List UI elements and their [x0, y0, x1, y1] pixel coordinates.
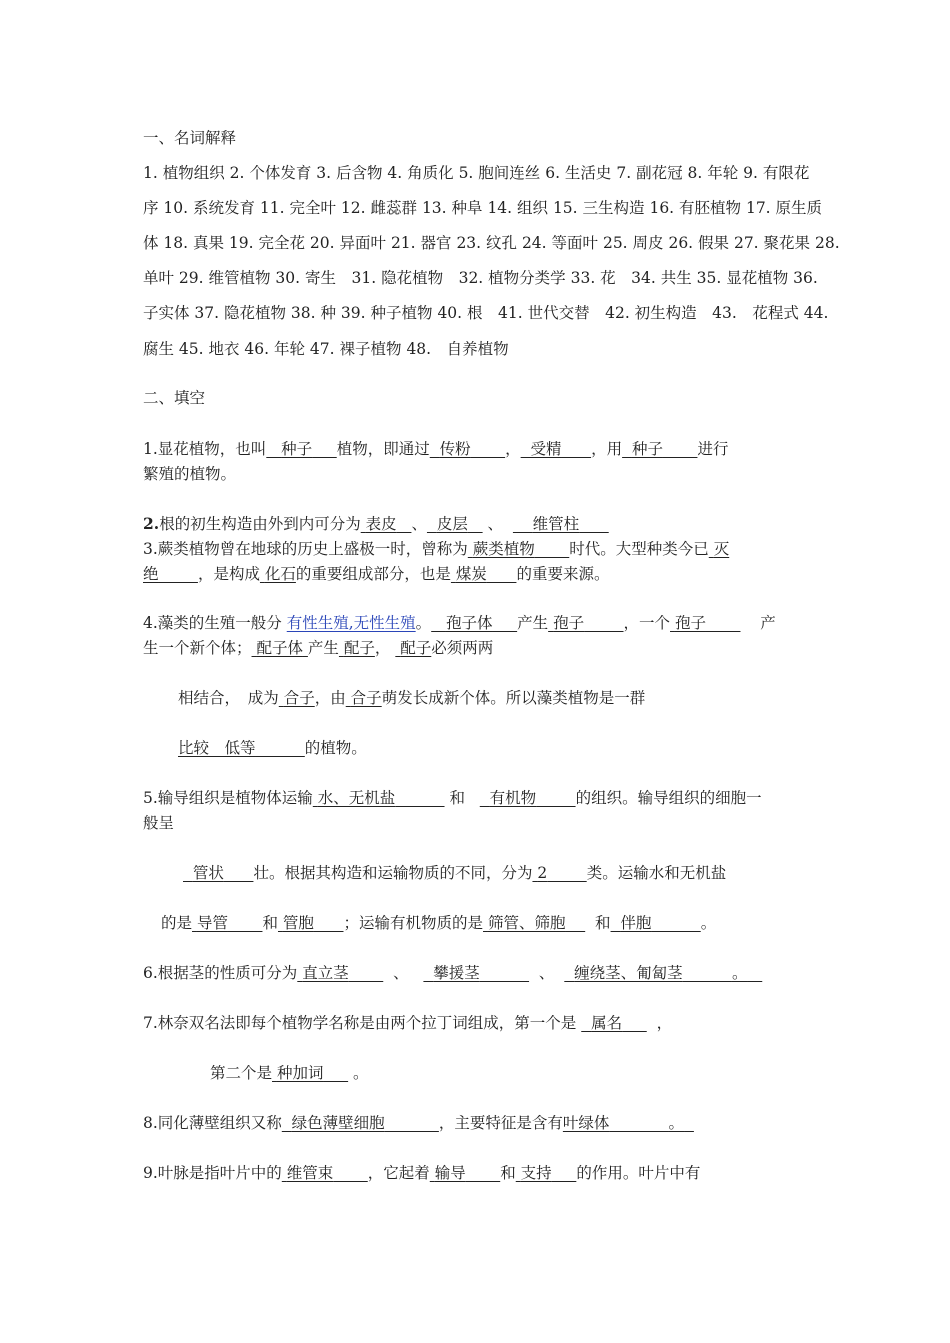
- q4-blank-8: 合子: [350, 689, 382, 707]
- q2-sep-2: 、: [487, 515, 504, 533]
- question-2: [143, 513, 609, 535]
- q9-text-4: 的作用。叶片中有: [576, 1164, 701, 1182]
- q2-number: 2.: [143, 514, 160, 533]
- terms-line-5: 子实体 37. 隐花植物 38. 种 39. 种子植物 40. 根 41. 世代交替 42. 初生构造 43. 花程式 44.: [143, 304, 829, 322]
- question-5-line-3: [183, 862, 726, 884]
- q3-blank-1: 蕨类植物: [472, 540, 535, 558]
- q5-text-9: 和: [595, 914, 611, 932]
- q5-blank-5: 导管: [196, 914, 228, 932]
- question-9: [143, 1162, 700, 1184]
- section-title-terms: 一、名词解释: [143, 129, 237, 147]
- q2-sep-1: 、: [411, 515, 427, 533]
- question-3: [143, 538, 729, 560]
- q4-period: 。: [415, 614, 432, 632]
- question-4-cont: [143, 637, 493, 659]
- q5-blank-3: 管状: [192, 864, 224, 882]
- q4-text-9: ，由: [314, 689, 346, 707]
- q5-text-6: 的是: [161, 914, 193, 932]
- q4-comma: ，: [374, 639, 391, 657]
- q4-blank-6: 配子: [400, 639, 432, 657]
- q8-blank-2: 叶绿体 。: [562, 1114, 685, 1132]
- terms-line-3: 体 18. 真果 19. 完全花 20. 异面叶 21. 器官 23. 纹孔 24. 等面叶 25. 周皮 26. 假果 27. 聚花果 28.: [143, 234, 840, 252]
- q5-text-3: 的组织。输导组织的细胞一: [575, 789, 762, 807]
- q3-text-5: 的重要来源。: [516, 565, 610, 583]
- q5-text-5: 类。运输水和无机盐: [586, 864, 727, 882]
- q9-text: 9.叶脉是指叶片中的: [143, 1164, 282, 1182]
- q1-comma: ，: [505, 440, 521, 458]
- q5-blank-4: 2: [537, 864, 548, 882]
- q9-blank-1: 维管束: [286, 1164, 334, 1182]
- q3-text-4: 的重要组成部分，也是: [295, 565, 451, 583]
- q4-blank-4: 配子体: [256, 639, 303, 657]
- q6-sep-2: 、: [538, 964, 555, 982]
- question-7: [143, 1012, 672, 1034]
- question-7-cont: [210, 1062, 369, 1084]
- q8-blank-1: 绿色薄壁细胞: [291, 1114, 385, 1132]
- q3-text: 3.蕨类植物曾在地球的历史上盛极一时，曾称为: [143, 540, 468, 558]
- q4-text-7: 必须两两: [431, 639, 494, 657]
- q9-blank-3: 支持: [520, 1164, 552, 1182]
- q5-blank-8: 伴胞: [620, 914, 652, 932]
- q4-text-3: ，一个: [623, 614, 671, 632]
- question-1: [143, 438, 728, 460]
- terms-line-6: 腐生 45. 地衣 46. 年轮 47. 裸子植物 48. 自养植物: [143, 340, 509, 358]
- q4-blank-3: 孢子: [674, 614, 706, 632]
- q1-blank-4: 种子: [631, 440, 663, 458]
- question-5: [143, 787, 762, 809]
- q7-blank-1: 属名: [591, 1014, 623, 1032]
- q6-blank-1: 直立茎: [302, 964, 349, 982]
- question-8: [143, 1112, 694, 1134]
- q6-blank-3: 缠绕茎、匍匐茎 。: [574, 964, 748, 982]
- q5-text-4: 壮。根据其构造和运输物质的不同，分为: [253, 864, 533, 882]
- question-5-cont: 般呈: [143, 814, 175, 832]
- q5-blank-2: 有机物: [489, 789, 537, 807]
- q6-text: 6.根据茎的性质可分为: [143, 964, 298, 982]
- q4-text-2: 产生: [517, 614, 549, 632]
- q7-text: 7.林奈双名法即每个植物学名称是由两个拉丁词组成，第一个是: [143, 1014, 577, 1032]
- q9-text-2: ，它起着: [367, 1164, 430, 1182]
- question-5-line-4: [161, 912, 716, 934]
- q3-text-2: 时代。大型种类今已: [569, 540, 709, 558]
- q4-link-answer[interactable]: 有性生殖,无性生殖: [286, 614, 416, 632]
- question-6: [143, 962, 762, 984]
- q4-blank-5: 配子: [343, 639, 375, 657]
- q3-text-3: ，是构成: [197, 565, 260, 583]
- q4-text-4: 产: [760, 614, 776, 632]
- q4-text-5: 生一个新个体；: [143, 639, 252, 657]
- q3-blank-2b: 绝: [143, 565, 159, 583]
- q4-text-11: 的植物。: [304, 739, 367, 757]
- q4-text-10: 萌发长成新个体。所以藻类植物是一群: [381, 689, 646, 707]
- question-3-cont: [143, 563, 609, 585]
- q6-blank-2: 攀援茎: [433, 964, 480, 982]
- q5-text: 5.输导组织是植物体运输: [143, 789, 313, 807]
- q4-blank-2: 孢子: [553, 614, 585, 632]
- q2-text: 根的初生构造由外到内可分为: [159, 515, 361, 533]
- q4-blank-1: 孢子体: [445, 614, 493, 632]
- question-1-cont: 繁殖的植物。: [143, 465, 237, 483]
- question-4-line-4: [178, 737, 367, 759]
- q5-text-7: 和: [262, 914, 278, 932]
- terms-line-4: 单叶 29. 维管植物 30. 寄生 31. 隐花植物 32. 植物分类学 33. 花 34. 共生 35. 显花植物 36.: [143, 269, 818, 287]
- q5-text-2: 和: [449, 789, 465, 807]
- q1-text-2: 植物，即通过: [336, 440, 430, 458]
- q1-blank-2: 传粉: [439, 440, 471, 458]
- q2-blank-2: 皮层: [436, 515, 468, 533]
- q5-blank-7: 筛管、筛胞: [487, 914, 566, 932]
- q4-text-8: 相结合， 成为: [178, 689, 279, 707]
- q5-text-8: ；运输有机物质的是: [343, 914, 484, 932]
- terms-line-1: 1. 植物组织 2. 个体发育 3. 后含物 4. 角质化 5. 胞间连丝 6. 生活史 7. 副花冠 8. 年轮 9. 有限花: [143, 164, 810, 182]
- q3-blank-4: 煤炭: [455, 565, 487, 583]
- q5-period: 。: [700, 914, 717, 932]
- q9-blank-2: 输导: [434, 1164, 466, 1182]
- q7-comma: ，: [656, 1014, 673, 1032]
- q4-blank-9: 比较 低等: [178, 739, 256, 757]
- q9-text-3: 和: [500, 1164, 516, 1182]
- q4-text: 4.藻类的生殖一般分: [143, 614, 282, 632]
- q3-blank-2a: 灭: [713, 540, 730, 558]
- q3-blank-3: 化石: [264, 565, 296, 583]
- q2-blank-1: 表皮: [365, 515, 397, 533]
- q5-blank-6: 管胞: [282, 914, 314, 932]
- q1-text-3: ，用: [591, 440, 623, 458]
- q7-blank-2: 种加词: [276, 1064, 324, 1082]
- q7-text-2: 第二个是: [210, 1064, 273, 1082]
- question-4: [143, 612, 776, 634]
- q1-blank-1: 种子: [281, 440, 313, 458]
- q5-blank-1: 水、无机盐: [317, 789, 396, 807]
- question-4-line-3: [178, 687, 645, 709]
- q1-text-4: 进行: [697, 440, 729, 458]
- q6-sep-1: 、: [393, 964, 409, 982]
- q8-text-2: ，主要特征是含有: [438, 1114, 563, 1132]
- q4-blank-7: 合子: [283, 689, 315, 707]
- q4-text-6: 产生: [307, 639, 339, 657]
- q1-text: 1.显花植物，也叫: [143, 440, 267, 458]
- q7-period: 。: [353, 1064, 369, 1082]
- q2-blank-3: 维管柱: [532, 515, 580, 533]
- q8-text: 8.同化薄壁组织又称: [143, 1114, 282, 1132]
- section-title-fill: 二、填空: [143, 389, 206, 407]
- terms-line-2: 序 10. 系统发育 11. 完全叶 12. 雌蕊群 13. 种阜 14. 组织 15. 三生构造 16. 有胚植物 17. 原生质: [143, 199, 823, 217]
- q1-blank-3: 受精: [530, 440, 562, 458]
